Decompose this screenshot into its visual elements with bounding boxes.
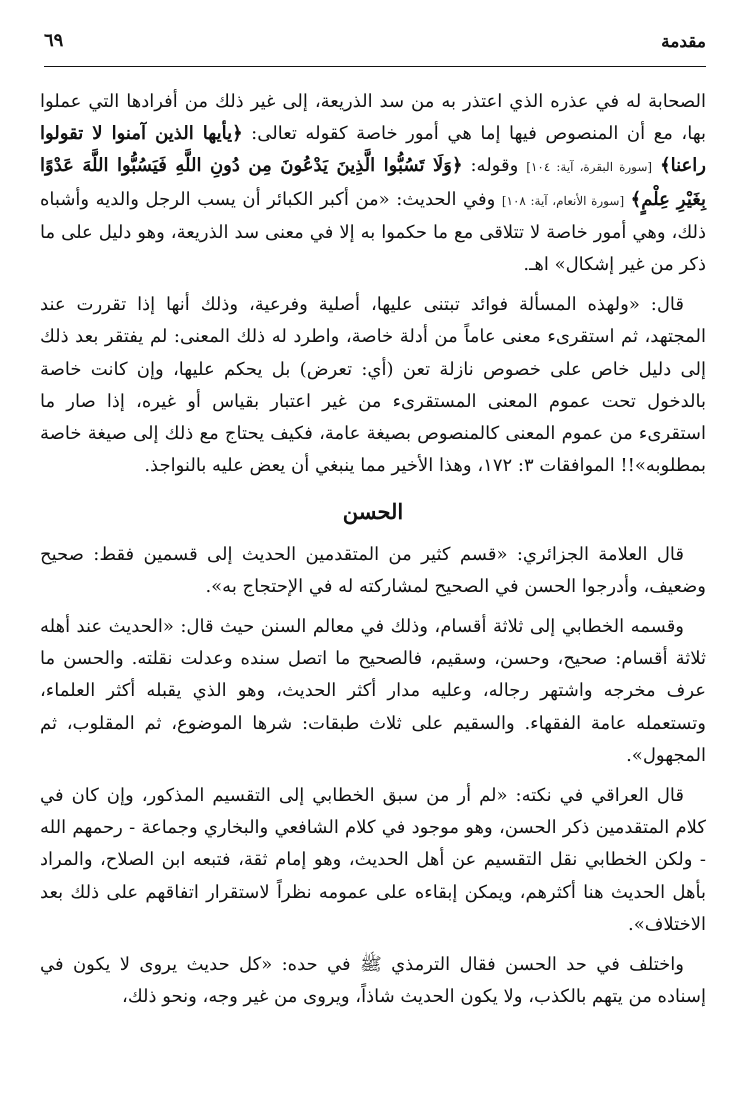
- page-body: [40, 86, 706, 1021]
- quran-verse-1: ﴿يأيها الذين آمنوا لا تقولوا راعنا﴾: [40, 123, 706, 177]
- quran-verse-2: ﴿وَلَا تَسُبُّوا الَّذِينَ يَدْعُونَ مِن دُونِ اللَّهِ فَيَسُبُّوا اللَّهَ عَدْوًا بِغَيْرِ عِلْمٍ﴾: [40, 155, 706, 210]
- paragraph-3: قال العلامة الجزائري: «قسم كثير من المتقدمين الحديث إلى قسمين فقط: صحيح وضعيف، وأدرجوا الحسن في الصحيح لمشاركته له في الإحتجاج به».: [40, 543, 706, 597]
- running-head: مقدمة: [661, 32, 706, 52]
- paragraph-1-text-b: وقوله:: [462, 155, 527, 177]
- section-title: الحسن: [342, 499, 404, 525]
- citation-1: [سورة البقرة، آية: ١٠٤]: [526, 160, 653, 175]
- page-number: ٦٩: [44, 30, 64, 51]
- paragraph-6: واختلف في حد الحسن فقال الترمذي ﷺ في حده: «كل حديث يروى لا يكون في إسناده من يتهم بالكذب، ولا يكون الحديث شاذاً، ويروى من غير وجه، ونحو ذلك،: [40, 954, 706, 1008]
- paragraph-1: [40, 86, 706, 281]
- paragraph-1-text-a: الصحابة له في عذره الذي اعتذر به من سد الذريعة، إلى غير ذلك من أفرادها التي عملوا بها، مع أن المنصوص فيها إما هي أمور خاصة كقوله تعالى:: [40, 91, 706, 145]
- paragraph-1-text-c: وفي الحديث: «من أكبر الكبائر أن يسب الرجل والديه وأشباه ذلك، وهي أمور خاصة لا تتلاقى مع ما حكموا به إلا في معنى سد الذريعة، وهو دليل على ما ذكر من غير إشكال» اهـ.: [40, 188, 706, 276]
- paragraph-4: وقسمه الخطابي إلى ثلاثة أقسام، وذلك في معالم السنن حيث قال: «الحديث عند أهله ثلاثة أقسام: صحيح، وحسن، وسقيم، فالصحيح ما اتصل سنده وعدلت نقلته. والحسن ما عرف مخرجه واشتهر رجاله، وعليه مدار أكثر الحديث، وهو الذي يقبله أكثر العلماء، وتستعمله عامة الفقهاء. والسقيم على ثلاث طبقات: شرها الموضوع، ثم المقلوب، ثم المجهول».: [40, 616, 706, 766]
- paragraph-2: قال: «ولهذه المسألة فوائد تبتنى عليها، أصلية وفرعية، وذلك أنها إذا تقررت عند المجتهد، ثم استقرىء معنى عاماً من أدلة خاصة، واطرد له ذلك المعنى: لم يفتقر بعد ذلك إلى دليل خاص على خصوص نازلة تعن (أي: تعرض) بل يحكم عليها، وإن كانت خاصة بالدخول تحت عموم المعنى المستقرىء من غير اعتبار بقياس أو غيره، إذا صار ما استقرىء من عموم المعنى كالمنصوص بصيغة عامة، فكيف يحتاج مع ذلك إلى صيغة خاصة بمطلوبه»!! الموافقات ٣: ١٧٢، وهذا الأخير مما ينبغي أن يعض عليه بالنواجذ.: [40, 294, 707, 477]
- header-rule: [44, 66, 706, 67]
- citation-2: [سورة الأنعام، آية: ١٠٨]: [501, 193, 625, 208]
- paragraph-5: قال العراقي في نكته: «لم أر من سبق الخطابي إلى التقسيم المذكور، وإن كان في كلام المتقدمين ذكر الحسن، وهو موجود في كلام الشافعي والبخاري وجماعة - رحمهم الله - ولكن الخطابي نقل التقسيم عن أهل الحديث، وهو إمام ثقة، فتبعه ابن الصلاح، والمراد بأهل الحديث هنا أكثرهم، ويمكن إبقاءه على عمومه نظراً لاستقرار اتفاقهم على ذلك بعد الاختلاف».: [40, 785, 706, 935]
- page-header: [44, 28, 706, 60]
